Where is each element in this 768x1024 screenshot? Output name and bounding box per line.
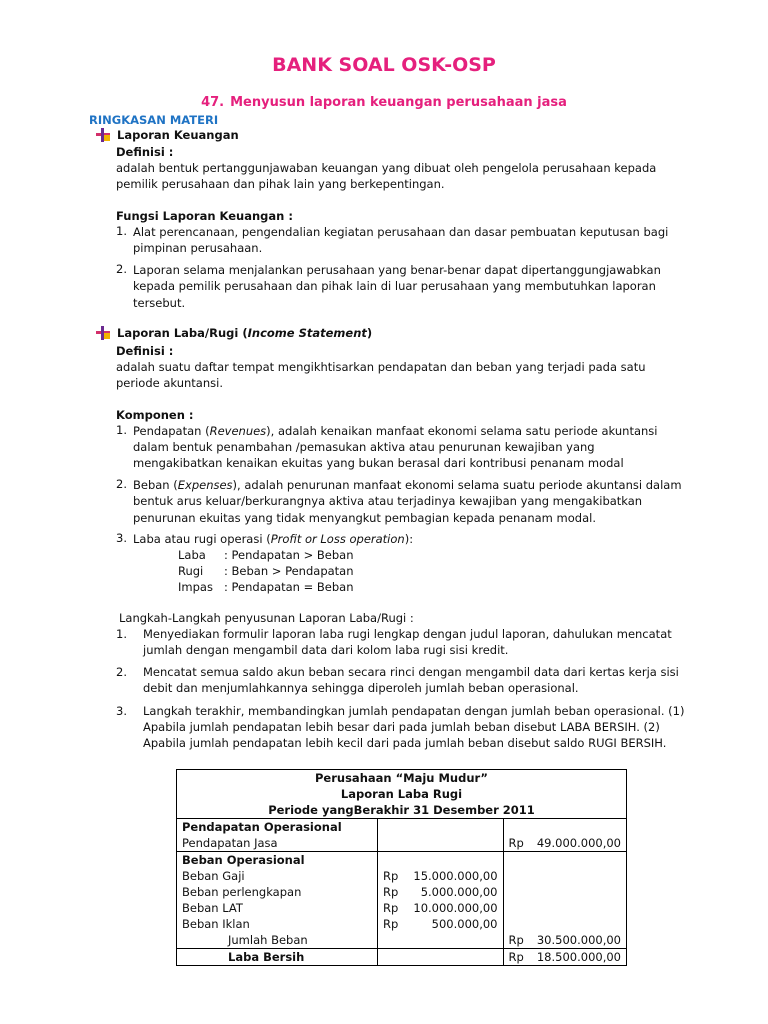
table-row xyxy=(177,852,627,949)
list-number: 2. xyxy=(116,262,127,276)
list-item-line: debit dan menjumlahkannya sehingga diperoleh jumlah beban operasional. xyxy=(143,681,579,695)
laba-label: Laba xyxy=(178,548,206,562)
expense-label: Beban Iklan xyxy=(182,917,250,931)
company-name: Perusahaan “Maju Mudur” xyxy=(315,771,488,785)
list-item-line: Beban (Expenses), adalah penurunan manfaat ekonomi selama suatu periode akuntansi dalam xyxy=(133,478,682,492)
expense-label: Beban LAT xyxy=(182,901,243,915)
revenue-amount: Rp 49.000.000,00 xyxy=(508,836,621,850)
total-amount: Rp 30.500.000,00 xyxy=(508,933,621,947)
langkah-heading: Langkah-Langkah penyusunan Laporan Laba/Rugi : xyxy=(119,611,414,625)
list-item-line: Laba atau rugi operasi (Profit or Loss operation): xyxy=(133,532,414,546)
chapter-title xyxy=(0,95,768,110)
net-amount: Rp 18.500.000,00 xyxy=(508,950,621,964)
list-item-line: Apabila jumlah pendapatan lebih kecil dari pada jumlah beban disebut saldo RUGI BERSIH. xyxy=(143,736,667,750)
list-item-line: Menyediakan formulir laporan laba rugi lengkap dengan judul laporan, dahulukan mencatat xyxy=(143,627,672,641)
definisi-text-line: pemilik perusahaan dan pihak lain yang berkepentingan. xyxy=(116,177,445,191)
total-label: Jumlah Beban xyxy=(228,933,308,947)
expense-amount: Rp 10.000.000,00 xyxy=(383,901,498,915)
rugi-label: Rugi xyxy=(178,564,204,578)
definisi-text-line: adalah bentuk pertanggunjawaban keuangan yang dibuat oleh pengelola perusahaan kepada xyxy=(116,161,657,175)
definisi-label: Definisi : xyxy=(116,344,174,358)
page-title: BANK SOAL OSK-OSP xyxy=(272,54,496,76)
expense-label: Beban Gaji xyxy=(182,869,245,883)
list-item-line: Pendapatan (Revenues), adalah kenaikan manfaat ekonomi selama satu periode akuntansi xyxy=(133,424,658,438)
chapter-number: 47. xyxy=(201,95,225,110)
list-item-line: mengakibatkan kenaikan ekuitas yang bukan berasal dari kontribusi penanam modal xyxy=(133,456,624,470)
list-item-line: Mencatat semua saldo akun beban secara rinci dengan mengambil data dari kertas kerja sisi xyxy=(143,665,679,679)
section-laporan-keuangan xyxy=(96,128,239,142)
expense-amount: Rp 15.000.000,00 xyxy=(383,869,498,883)
list-number: 1. xyxy=(116,627,127,641)
komponen-label: Komponen : xyxy=(116,408,194,422)
list-number: 2. xyxy=(116,477,127,491)
pin-bullet-icon xyxy=(96,128,110,142)
net-label: Laba Bersih xyxy=(228,950,305,964)
table-row xyxy=(177,819,627,852)
rugi-definition: : Beban > Pendapatan xyxy=(224,564,354,578)
list-number: 3. xyxy=(116,704,127,718)
ringkasan-heading: RINGKASAN MATERI xyxy=(89,113,219,127)
list-item-line: tersebut. xyxy=(133,296,186,310)
list-item-line: Alat perencanaan, pengendalian kegiatan perusahaan dan dasar pembuatan keputusan bagi xyxy=(133,225,669,239)
list-item-line: Langkah terakhir, membandingkan jumlah pendapatan dengan jumlah beban operasional. (1) xyxy=(143,704,685,718)
section-heading: Laporan Keuangan xyxy=(117,128,239,142)
list-item-line: jumlah dengan mengambil data dari kolom laba rugi sisi kredit. xyxy=(143,643,509,657)
list-number: 3. xyxy=(116,531,127,545)
revenue-item: Pendapatan Jasa xyxy=(182,836,278,850)
report-period: Periode yangBerakhir 31 Desember 2011 xyxy=(268,803,535,817)
definisi-text-line: periode akuntansi. xyxy=(116,376,223,390)
list-number: 1. xyxy=(116,423,127,437)
definisi-text-line: adalah suatu daftar tempat mengikhtisarkan pendapatan dan beban yang terjadi pada satu xyxy=(116,360,646,374)
list-item-line: kepada pemilik perusahaan dan pihak lain di luar perusahaan yang membutuhkan laporan xyxy=(133,279,656,293)
list-item-line: pimpinan perusahaan. xyxy=(133,241,263,255)
table-header xyxy=(177,770,627,819)
report-name: Laporan Laba Rugi xyxy=(340,787,463,801)
list-item-line: Apabila jumlah pendapatan lebih besar dari pada jumlah beban disebut LABA BERSIH. (2) xyxy=(143,720,660,734)
expense-amount: Rp 500.000,00 xyxy=(383,917,498,931)
fungsi-label: Fungsi Laporan Keuangan : xyxy=(116,209,293,223)
section-laba-rugi xyxy=(96,326,372,340)
list-number: 2. xyxy=(116,665,127,679)
laba-definition: : Pendapatan > Beban xyxy=(224,548,354,562)
impas-label: Impas xyxy=(178,580,213,594)
section-heading: Laporan Laba/Rugi (Income Statement) xyxy=(117,326,373,340)
list-item-line: Laporan selama menjalankan perusahaan yang benar-benar dapat dipertanggungjawabkan xyxy=(133,263,661,277)
impas-definition: : Pendapatan = Beban xyxy=(224,580,354,594)
list-item-line: penurunan ekuitas yang tidak menyangkut pembagian kepada penanam modal. xyxy=(133,511,596,525)
definisi-label: Definisi : xyxy=(116,145,174,159)
table-row xyxy=(177,949,627,966)
list-number: 1. xyxy=(116,224,127,238)
revenue-header: Pendapatan Operasional xyxy=(182,820,342,834)
expense-label: Beban perlengkapan xyxy=(182,885,302,899)
income-statement-table xyxy=(176,769,627,966)
expense-header: Beban Operasional xyxy=(182,853,305,867)
list-item-line: bentuk arus keluar/berkurangnya aktiva atau terjadinya kewajiban yang mengakibatkan xyxy=(133,494,643,508)
list-item-line: dalam bentuk penambahan /pemasukan aktiva atau penurunan kewajiban yang xyxy=(133,440,595,454)
expense-amount: Rp 5.000.000,00 xyxy=(383,885,498,899)
chapter-subtitle: Menyusun laporan keuangan perusahaan jasa xyxy=(230,95,567,110)
pin-bullet-icon xyxy=(96,326,110,340)
